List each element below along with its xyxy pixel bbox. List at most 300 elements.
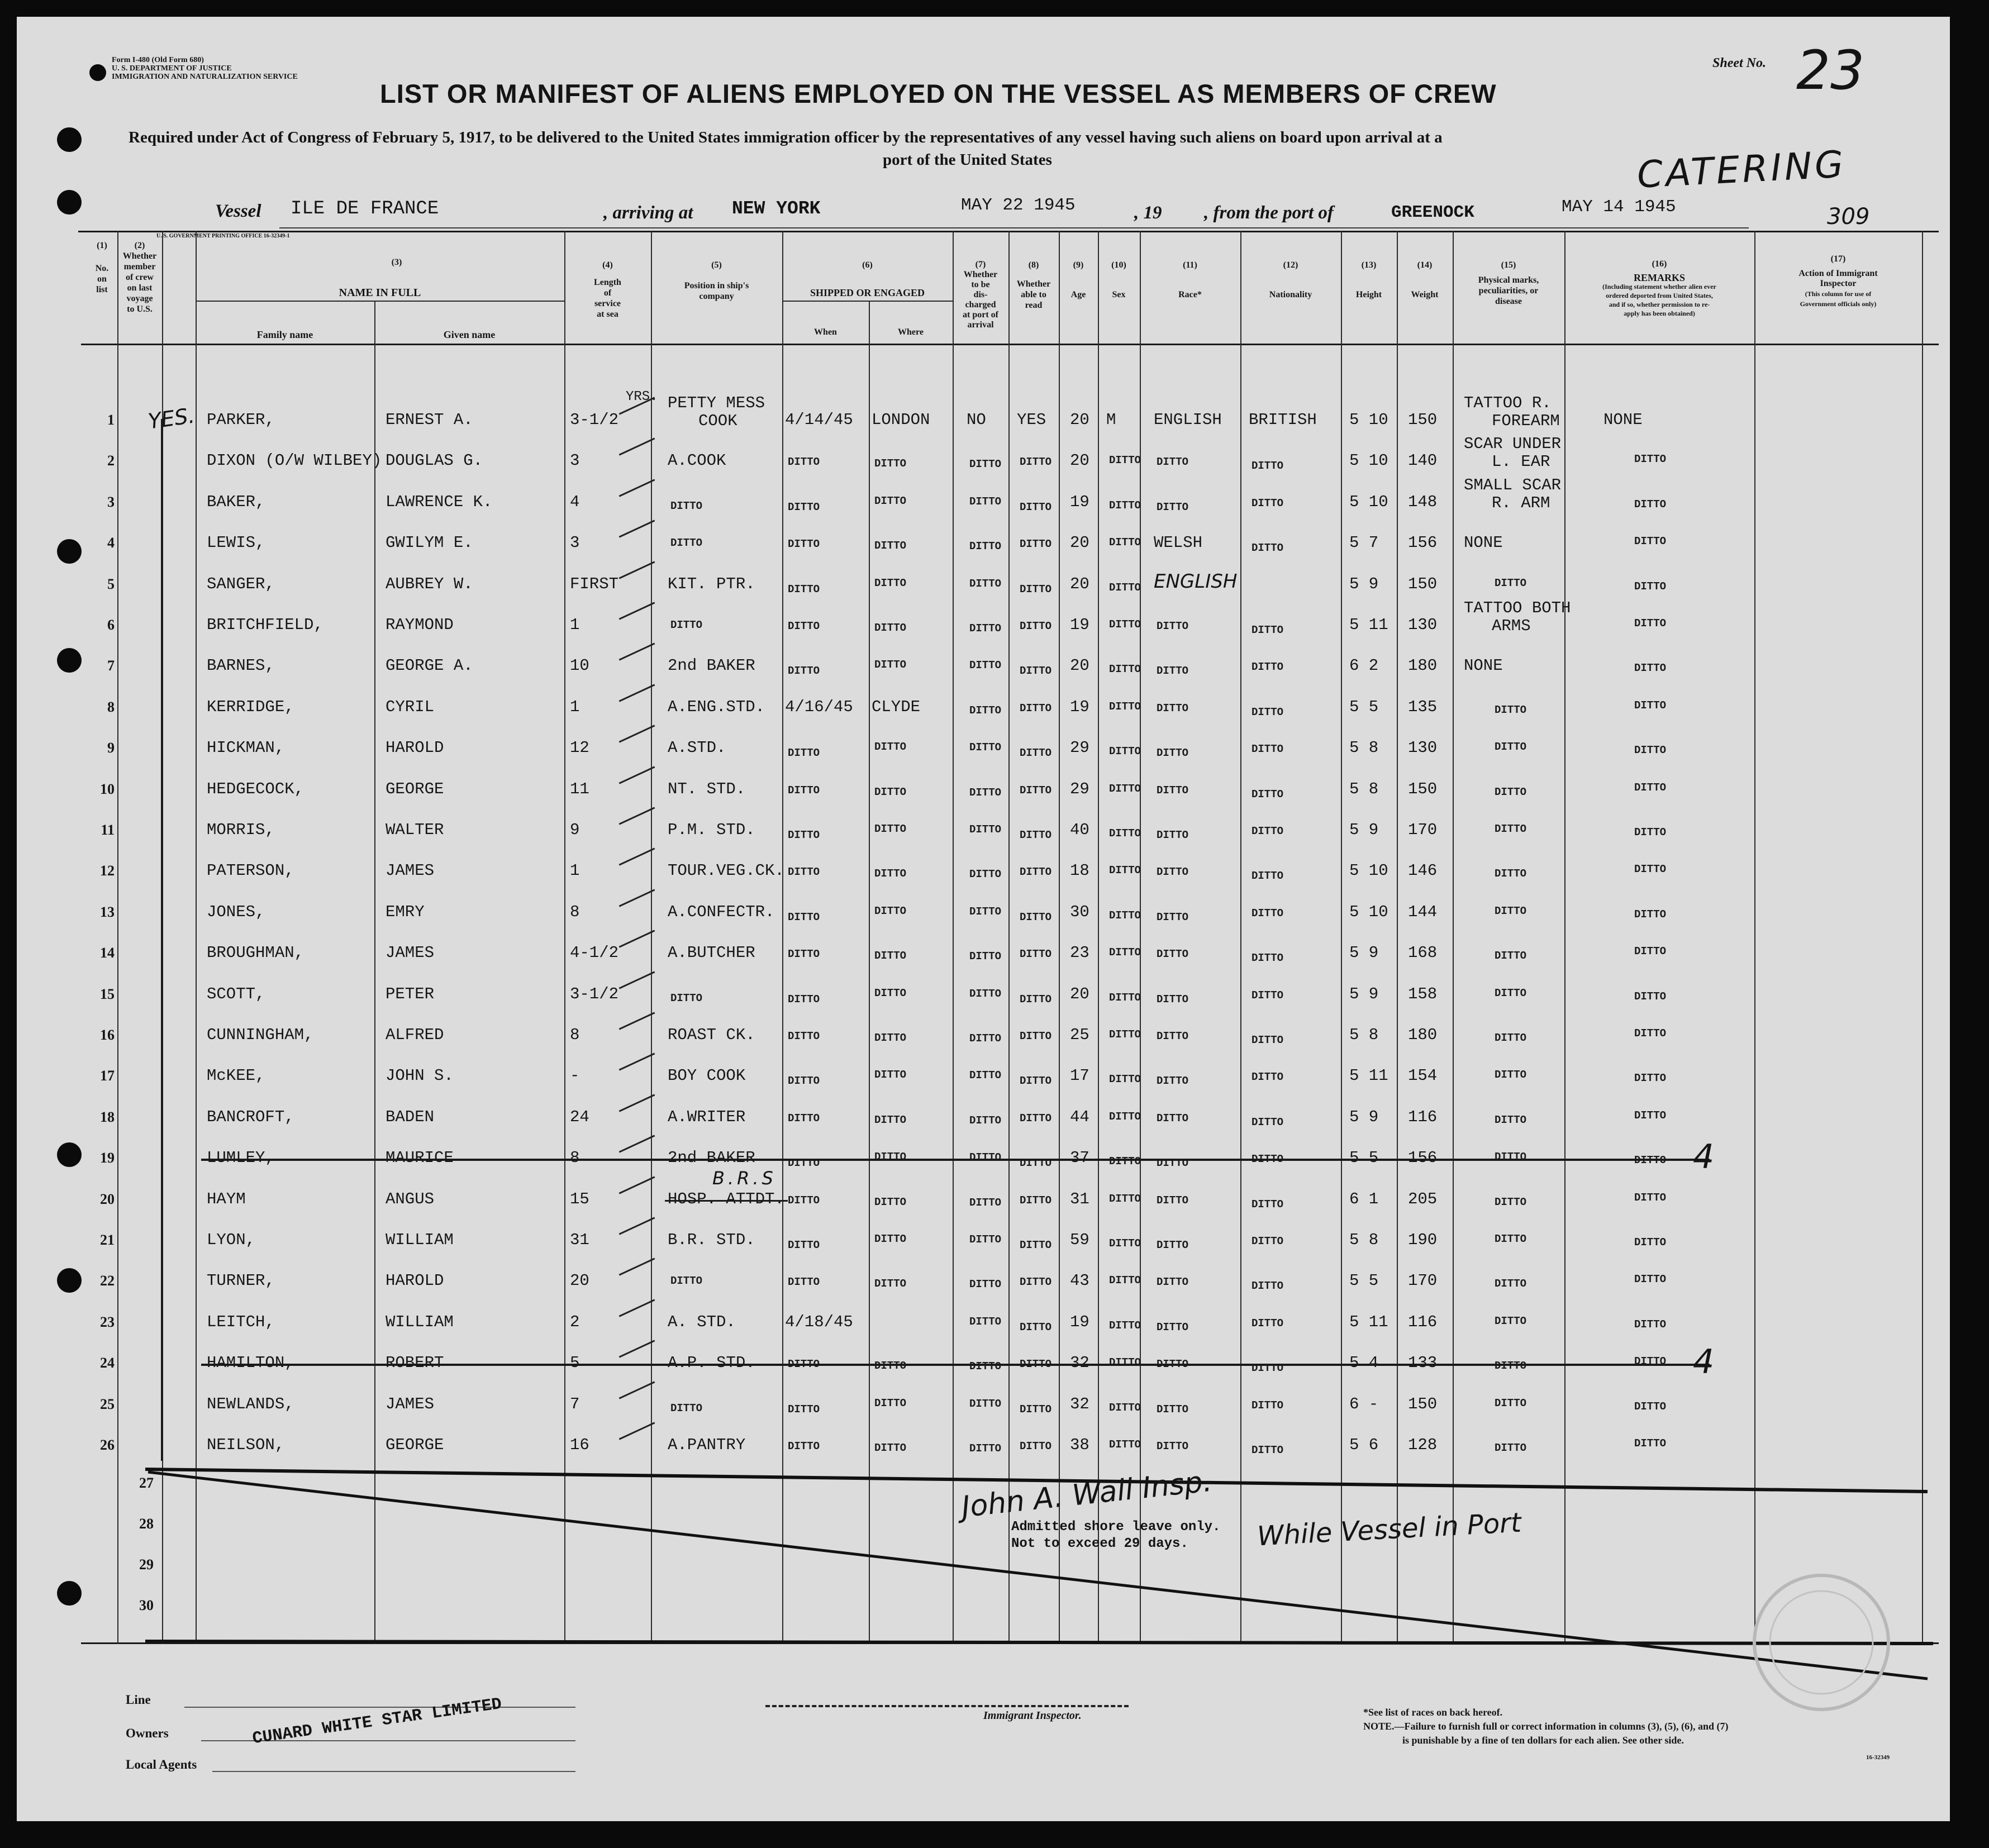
cell-discharged: DITTO [969,1278,1002,1291]
row-number: 10 [100,780,115,797]
cell-nationality: DITTO [1252,788,1284,801]
cell-sex: DITTO [1109,991,1141,1004]
col6-label: SHIPPED OR ENGAGED [810,287,925,298]
col16-num: (16) [1652,259,1667,269]
row-number: 7 [107,658,115,674]
cell-where: DITTO [874,1397,907,1409]
cell-discharged: DITTO [969,622,1002,635]
cell-sex: DITTO [1109,1274,1141,1287]
cell-height: 5 11 [1349,1312,1388,1331]
col6-where: Where [898,327,924,337]
cell-height: 5 6 [1349,1436,1379,1454]
cell-sex: DITTO [1109,1401,1141,1414]
cell-where: DITTO [874,1196,907,1208]
cell-read: DITTO [1020,620,1052,632]
cell-marks: DITTO [1495,823,1527,835]
cell-when: DITTO [788,948,820,961]
cell-weight: 170 [1408,821,1438,839]
cell-given: WALTER [386,821,444,839]
cell-age: 18 [1070,861,1089,880]
cell-age: 30 [1070,902,1089,921]
cell-service: FIRST [570,574,619,593]
cell-weight: 170 [1408,1271,1438,1290]
cell-position: A.CONFECTR. [668,902,775,921]
cell-weight: 180 [1408,1026,1438,1044]
cell-race: DITTO [1157,829,1189,841]
cell-age: 43 [1070,1271,1089,1290]
cell-given: WILLIAM [386,1312,454,1331]
cell-sex: DITTO [1109,946,1141,959]
cell-marks: DITTO [1495,1397,1527,1409]
cell-read: DITTO [1020,1321,1052,1333]
cell-where: LONDON [872,411,930,429]
cell-remarks: DITTO [1634,744,1667,757]
col4-label-4: at sea [597,309,618,319]
cell-when: DITTO [788,1276,820,1289]
manifest-sheet [17,17,1950,1821]
cell-where: DITTO [874,659,907,671]
col4-label-3: service [594,299,621,308]
col9-label: Age [1070,290,1086,299]
cell-remarks: DITTO [1634,580,1667,593]
cell-discharged: DITTO [969,1442,1002,1455]
cell-remarks: DITTO [1634,1437,1667,1450]
cell-marks: DITTO [1495,1069,1527,1082]
cell-service: 11 [570,779,589,798]
row-number: 16 [100,1027,115,1043]
cell-position: A.ENG.STD. [668,697,765,716]
col7-label-6: arrival [967,320,994,330]
cell-read: DITTO [1020,1194,1052,1207]
cell-read: DITTO [1020,1276,1052,1289]
cell-remarks: DITTO [1634,945,1667,958]
cell-remarks: DITTO [1634,1072,1667,1085]
cell-family: NEILSON, [207,1436,285,1454]
form-code: 16-32349 [1866,1754,1890,1761]
cell-when: DITTO [788,665,820,678]
col2-label-2: member [123,262,156,272]
cell-marks: DITTO [1495,577,1527,589]
cell-race: DITTO [1157,1194,1189,1207]
cell-service: 15 [570,1189,589,1208]
cell-sex: DITTO [1109,1356,1141,1369]
cell-weight: 130 [1408,616,1438,634]
row-number: 23 [100,1313,115,1330]
col15-label-2: peculiarities, or [1478,286,1539,296]
cell-family: McKEE, [207,1066,265,1085]
col7-label-4: charged [965,300,996,309]
cell-given: AUBREY W. [386,574,473,593]
row-number-empty: 28 [139,1516,154,1532]
row-number-empty: 29 [139,1556,154,1573]
col8-label-2: able to [1021,290,1046,299]
col1-num: (1) [97,241,107,250]
row-number: 19 [100,1150,115,1166]
cell-service: 8 [570,1026,580,1044]
cell-age: 20 [1070,574,1089,593]
col4-num: (4) [602,260,613,270]
cell-nationality: DITTO [1252,907,1284,920]
cell-height: 6 1 [1349,1189,1379,1208]
cell-family: HAMILTON, [207,1354,294,1373]
cell-marks: DITTO [1495,868,1527,880]
cell-remarks: DITTO [1634,908,1667,921]
cell-race: DITTO [1157,993,1189,1006]
cell-service: 20 [570,1271,589,1290]
cell-age: 59 [1070,1231,1089,1249]
shore-leave-stamp-line2: Not to exceed 29 days. [1011,1536,1188,1551]
department-handwritten: CATERING [1636,142,1848,197]
col15-label-1: Physical marks, [1478,275,1539,285]
cell-when: DITTO [788,1358,820,1371]
cell-nationality: DITTO [1252,1444,1284,1456]
cell-remarks: DITTO [1634,1236,1667,1249]
cell-discharged: NO [967,411,986,429]
cell-when: 4/16/45 [785,697,853,716]
col2-label-5: voyage [126,294,153,303]
cell-where: DITTO [874,577,907,589]
cell-where: DITTO [874,823,907,835]
cell-remarks: DITTO [1634,662,1667,675]
cell-weight: 135 [1408,697,1438,716]
subtitle-line1: Required under Act of Congress of February 5, 1917, to be delivered to the United States immigration officer by the representatives of any vessel having such aliens on board upon arrival at a [129,128,1443,146]
cell-when: DITTO [788,993,820,1006]
cell-age: 44 [1070,1107,1089,1126]
cell-service: 7 [570,1394,580,1413]
cell-height: 5 8 [1349,779,1379,798]
cell-remarks: DITTO [1634,863,1667,876]
cell-race: DITTO [1157,1075,1189,1088]
cell-service: - [570,1066,580,1085]
col3-family: Family name [256,329,313,340]
cell-weight: 150 [1408,779,1438,798]
cell-marks: SCAR UNDER [1464,435,1562,454]
cell-sex: DITTO [1109,782,1141,795]
cell-read: YES [1017,411,1046,429]
col4-label-1: Length [594,278,621,287]
note-line1: NOTE.—Failure to furnish full or correct information in columns (3), (5), (6), and (7) [1363,1721,1729,1732]
cell-service: 10 [570,656,589,675]
cell-race: DITTO [1157,1440,1189,1452]
cell-remarks: DITTO [1634,1318,1667,1331]
cell-family: BRITCHFIELD, [207,616,323,634]
cell-marks-line2: R. ARM [1492,493,1550,512]
printing-office: U. S. GOVERNMENT PRINTING OFFICE 16-32349-1 [156,233,290,239]
cell-family: BAKER, [207,492,265,511]
cell-sex: DITTO [1109,1110,1141,1123]
row-number: 2 [107,453,115,469]
arriving-port: NEW YORK [732,198,821,219]
cell-sex: DITTO [1109,1237,1141,1250]
cell-age: 32 [1070,1354,1089,1373]
cell-remarks: DITTO [1634,453,1667,466]
page-count-handwritten: 309 [1827,204,1870,230]
cell-given: GEORGE [386,779,444,798]
cell-age: 19 [1070,1312,1089,1331]
col5-num: (5) [711,260,722,270]
cell-family: PATERSON, [207,861,294,880]
row-number: 17 [100,1068,115,1084]
cell-given: MAURICE [386,1149,454,1168]
cell-family: JONES, [207,902,265,921]
cell-marks: DITTO [1495,1151,1527,1164]
cell-read: DITTO [1020,1403,1052,1416]
cell-discharged: DITTO [969,868,1002,881]
cell-weight: 116 [1408,1312,1438,1331]
cell-nationality: DITTO [1252,1317,1284,1330]
departure-date: MAY 14 1945 [1562,197,1676,217]
cell-when: DITTO [788,784,820,797]
col5-label-2: company [699,292,734,301]
cell-race: DITTO [1157,1276,1189,1289]
cell-service: 5 [570,1354,580,1373]
cell-weight: 154 [1408,1066,1438,1085]
cell-weight: 128 [1408,1436,1438,1454]
races-note: *See list of races on back hereof. [1363,1707,1503,1718]
cell-where: DITTO [874,950,907,963]
col12-num: (12) [1283,260,1298,270]
row-number: 12 [100,863,115,879]
cell-service: 3-1/2 [570,984,619,1003]
cell-family: LUMLEY, [207,1149,275,1168]
cell-service-unit: YRS. [626,389,658,404]
col14-num: (14) [1417,260,1433,270]
col16-note-3: and if so, whether permission to re- [1609,301,1710,308]
col10-label: Sex [1112,290,1126,299]
cell-discharged: DITTO [969,905,1002,918]
footer-owners-label: Owners [126,1726,169,1740]
cell-height: 5 10 [1349,861,1388,880]
company-stamp: CUNARD WHITE STAR LIMITED [251,1694,503,1749]
cell-where: DITTO [874,458,907,470]
cell-sex: DITTO [1109,700,1141,713]
col1-label-2: on [97,274,107,284]
cell-marks: DITTO [1495,1278,1527,1290]
row-number: 24 [100,1355,115,1371]
cell-sex: DITTO [1109,1319,1141,1332]
cell-sex: DITTO [1109,827,1141,840]
cell-race: DITTO [1157,1030,1189,1042]
cell-remarks: DITTO [1634,826,1667,839]
previous-voyage: YES. [146,403,197,434]
footer-rule [184,1707,575,1708]
cell-given: WILLIAM [386,1231,454,1249]
cell-nationality: DITTO [1252,989,1284,1002]
cell-when: DITTO [788,1194,820,1207]
cell-service: 24 [570,1107,589,1126]
cell-weight: 156 [1408,534,1438,553]
cell-sex: DITTO [1109,618,1141,631]
cell-given: GEORGE [386,1436,444,1454]
footer-agents-label: Local Agents [126,1757,197,1771]
cell-nationality: DITTO [1252,1280,1284,1293]
cell-nationality: DITTO [1252,1116,1284,1128]
cell-given: CYRIL [386,697,435,716]
cell-weight: 150 [1408,1394,1438,1413]
cell-marks: DITTO [1495,741,1527,754]
row-number: 6 [107,617,115,633]
cell-height: 5 11 [1349,1066,1388,1085]
shore-leave-stamp-line1: Admitted shore leave only. [1011,1520,1221,1535]
cell-age: 38 [1070,1436,1089,1454]
cell-position: P.M. STD. [668,821,755,839]
cell-discharged: DITTO [969,987,1002,1000]
row-number: 9 [107,740,115,756]
cell-service: 1 [570,697,580,716]
row-number-empty: 30 [139,1597,154,1613]
inspector-signature-line [765,1705,1129,1707]
cell-position: A.BUTCHER [668,944,755,963]
cell-marks: DITTO [1495,703,1527,716]
col17-label-1: Action of Immigrant [1798,269,1878,278]
cell-where: DITTO [874,868,907,880]
form-id-line3: IMMIGRATION AND NATURALIZATION SERVICE [112,73,298,81]
cell-discharged: DITTO [969,1397,1002,1410]
cell-nationality: DITTO [1252,661,1284,674]
cell-read: DITTO [1020,501,1052,513]
cell-age: 20 [1070,451,1089,470]
cell-marks: SMALL SCAR [1464,475,1562,494]
cell-remarks: DITTO [1634,535,1667,548]
cell-position: 2nd BAKER [668,1149,755,1168]
cell-weight: 133 [1408,1354,1438,1373]
cell-age: 19 [1070,492,1089,511]
cell-position: DITTO [670,619,703,631]
cell-when: DITTO [788,538,820,551]
col2-label-1: Whether [122,251,157,261]
cell-family: SCOTT, [207,984,265,1003]
cell-service: 4-1/2 [570,944,619,963]
cell-read: DITTO [1020,911,1052,923]
cell-nationality: DITTO [1252,1034,1284,1046]
cell-where: DITTO [874,904,907,917]
cell-position: A. STD. [668,1312,736,1331]
cell-race: DITTO [1157,1321,1189,1333]
cell-weight: 140 [1408,451,1438,470]
cell-nationality: DITTO [1252,1362,1284,1375]
cell-race: DITTO [1157,1112,1189,1125]
cell-remarks: DITTO [1634,1027,1667,1040]
cell-nationality: DITTO [1252,1399,1284,1412]
cell-service: 31 [570,1231,589,1249]
cell-read: DITTO [1020,1358,1052,1371]
cell-marks-line2: FOREARM [1492,412,1560,430]
cell-nationality: BRITISH [1249,411,1317,429]
cell-position: BOY COOK [668,1066,746,1085]
cell-when: 4/14/45 [785,411,853,429]
cell-read: DITTO [1020,747,1052,760]
cell-family: DIXON (O/W WILBEY) [207,451,382,470]
cell-race: DITTO [1157,747,1189,760]
cell-read: DITTO [1020,866,1052,879]
cell-race: DITTO [1157,1157,1189,1170]
cell-position: HOSP. ATTDT. [668,1189,784,1208]
cell-remarks: DITTO [1634,1400,1667,1413]
cell-discharged: DITTO [969,741,1002,754]
col1-label-3: list [96,285,108,294]
subtitle-line2: port of the United States [883,151,1052,169]
cell-service: 1 [570,616,580,634]
cell-position: DITTO [670,1402,703,1414]
cell-discharged: DITTO [969,540,1002,553]
cell-nationality: DITTO [1252,825,1284,837]
row-number-empty: 27 [139,1475,154,1491]
cell-when: DITTO [788,747,820,760]
footer-line-label: Line [126,1693,151,1707]
cell-read: DITTO [1020,1030,1052,1042]
cell-race: DITTO [1157,1358,1189,1371]
cell-given: ANGUS [386,1189,435,1208]
cell-family: HICKMAN, [207,739,285,758]
cell-when: DITTO [788,456,820,469]
cell-height: 5 8 [1349,739,1379,758]
cell-position-note: B.R.S [712,1167,777,1189]
cell-age: 23 [1070,944,1089,963]
cell-family: PARKER, [207,411,275,429]
cell-race: DITTO [1157,1403,1189,1416]
row-number: 21 [100,1232,115,1248]
cell-given: GEORGE A. [386,656,473,675]
cell-height: 5 9 [1349,821,1379,839]
cell-race: DITTO [1157,501,1189,513]
cell-marks: NONE [1464,656,1503,675]
cell-marks: DITTO [1495,1360,1527,1373]
cell-discharged: DITTO [969,1196,1002,1209]
cell-given: ROBERT [386,1354,444,1373]
cell-service: 12 [570,739,589,758]
cell-weight: 180 [1408,656,1438,675]
cell-sex: DITTO [1109,1192,1141,1205]
cell-marks: DITTO [1495,987,1527,999]
cell-where: DITTO [874,987,907,999]
cell-marks-line2: L. EAR [1492,453,1550,471]
row-number: 8 [107,698,115,715]
cell-when: DITTO [788,1157,820,1170]
cell-nationality: DITTO [1252,460,1284,473]
cell-given: EMRY [386,902,425,921]
cell-race: DITTO [1157,784,1189,797]
cell-age: 31 [1070,1189,1089,1208]
cell-given: BADEN [386,1107,435,1126]
cell-service: 3 [570,534,580,553]
cell-read: DITTO [1020,1112,1052,1125]
col16-label: REMARKS [1633,272,1685,283]
cell-discharged: DITTO [969,1151,1002,1164]
cell-race: ENGLISH [1154,570,1238,593]
cell-sex: DITTO [1109,909,1141,922]
col11-label: Race* [1178,290,1202,299]
cell-nationality: DITTO [1252,1235,1284,1247]
cell-nationality: DITTO [1252,706,1284,718]
cell-read: DITTO [1020,829,1052,841]
cell-remarks: DITTO [1634,781,1667,794]
cell-age: 19 [1070,697,1089,716]
cell-sex: DITTO [1109,745,1141,758]
cell-position: ROAST CK. [668,1026,755,1044]
cell-when: DITTO [788,1030,820,1042]
cell-discharged: DITTO [969,823,1002,836]
cell-height: 5 5 [1349,697,1379,716]
cell-given: HAROLD [386,1271,444,1290]
col7-label-3: dis- [973,290,988,299]
cell-where: DITTO [874,1233,907,1245]
cell-family: KERRIDGE, [207,697,294,716]
cell-service: 2 [570,1312,580,1331]
cell-where: DITTO [874,1278,907,1290]
col15-label-3: disease [1495,297,1522,306]
col7-label-1: Whether [963,270,998,279]
cell-nationality: DITTO [1252,1071,1284,1084]
